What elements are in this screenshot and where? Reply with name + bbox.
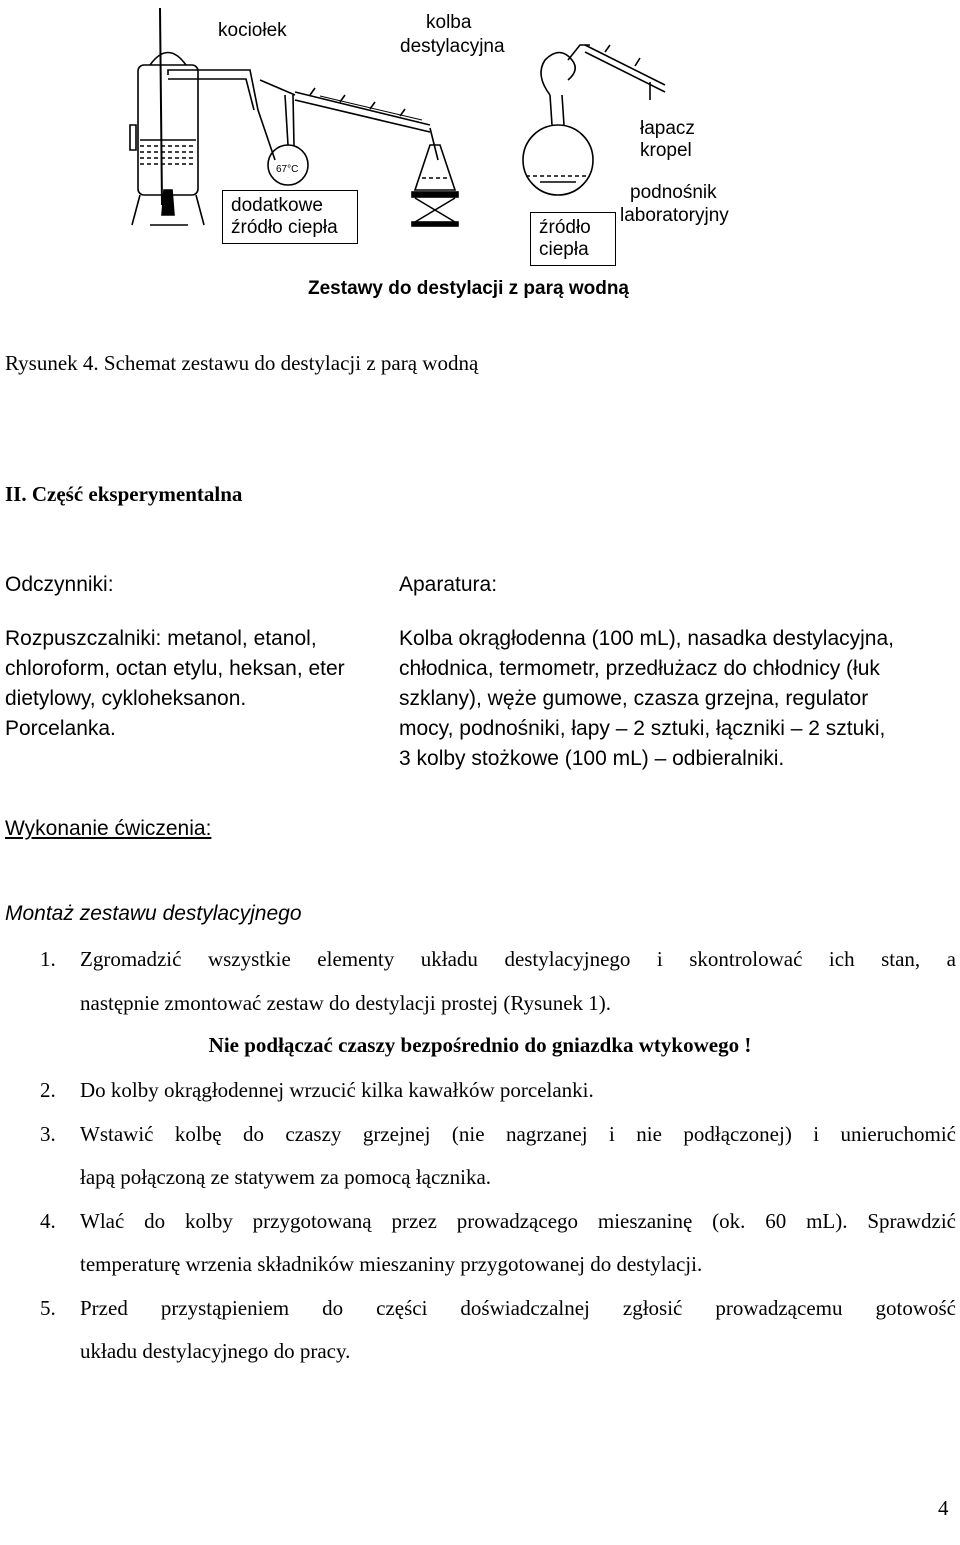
label-box-zrodlo xyxy=(530,212,616,266)
apparatus-line: 3 kolby stożkowe (100 mL) – odbieralniki. xyxy=(399,747,785,770)
label-zrodlo-line2: ciepła xyxy=(539,239,589,260)
label-dodatkowe-line2: źródło ciepła xyxy=(231,217,338,238)
figure-title: Zestawy do destylacji z parą wodną xyxy=(308,278,629,299)
step-number: 3. xyxy=(40,1122,56,1146)
reagents-line: chloroform, octan etylu, heksan, eter xyxy=(5,657,345,680)
label-box-dodatkowe xyxy=(222,190,358,244)
figure-caption: Rysunek 4. Schemat zestawu do destylacji z parą wodną xyxy=(5,351,479,375)
step-number: 1. xyxy=(40,947,56,971)
label-kolba-line2: destylacyjna xyxy=(400,36,505,57)
reagents-line: dietylowy, cykloheksanon. xyxy=(5,687,247,710)
label-lapacz: łapacz kropel xyxy=(640,118,695,161)
apparatus-line: Kolba okrągłodenna (100 mL), nasadka destylacyjna, xyxy=(399,627,894,650)
section-heading: II. Część eksperymentalna xyxy=(5,482,243,506)
apparatus-line: szklany), węże gumowe, czasza grzejna, regulator xyxy=(399,687,869,710)
apparatus-list xyxy=(399,624,944,774)
distillation-figure xyxy=(110,0,729,310)
step-text-line2: łapą połączoną ze statywem za pomocą łącznika. xyxy=(80,1165,492,1189)
label-zrodlo-line1: źródło xyxy=(539,217,591,238)
step-text-line1: Przed przystąpieniem do części doświadczalnej zgłosić prowadzącemu gotowość xyxy=(80,1296,956,1320)
label-podnosnik-line1: podnośnik xyxy=(630,182,717,203)
step-text-line2: układu destylacyjnego do pracy. xyxy=(80,1339,351,1363)
apparatus-heading: Aparatura: xyxy=(399,573,498,596)
step-text-line1: Zgromadzić wszystkie elementy układu destylacyjnego i skontrolować ich stan, a xyxy=(80,947,956,971)
step-number: 4. xyxy=(40,1209,56,1233)
label-podnosnik-line2: laboratoryjny xyxy=(620,205,729,226)
apparatus-line: chłodnica, termometr, przedłużacz do chłodnicy (łuk xyxy=(399,657,880,680)
step-text-line1: Wstawić kolbę do czaszy grzejnej (nie nagrzanej i nie podłączonej) i unieruchomić xyxy=(80,1122,956,1146)
warning-text: Nie podłączać czaszy bezpośrednio do gniazdka wtykowego ! xyxy=(208,1033,752,1057)
procedure-heading: Wykonanie ćwiczenia: xyxy=(5,817,212,840)
procedure-subheading: Montaż zestawu destylacyjnego xyxy=(5,902,302,925)
label-kolba-line1: kolba xyxy=(426,12,472,33)
page-number: 4 xyxy=(938,1496,949,1520)
step-text-line2: temperaturę wrzenia składników mieszaniny przygotowanej do destylacji. xyxy=(80,1252,703,1276)
step-number: 2. xyxy=(40,1078,56,1102)
label-dodatkowe-line1: dodatkowe xyxy=(231,195,323,216)
step-number: 5. xyxy=(40,1296,56,1320)
apparatus-line: mocy, podnośniki, łapy – 2 sztuki, łączniki – 2 sztuki, xyxy=(399,717,886,740)
reagents-heading: Odczynniki: xyxy=(5,573,114,596)
step-text-line1: Do kolby okrągłodennej wrzucić kilka kawałków porcelanki. xyxy=(80,1078,594,1102)
step-text-line2: następnie zmontować zestaw do destylacji prostej (Rysunek 1). xyxy=(80,991,612,1015)
thermometer-reading: 67°C xyxy=(276,164,299,175)
reagents-list xyxy=(5,624,385,744)
label-kociolek: kociołek xyxy=(218,20,287,41)
reagents-line: Rozpuszczalniki: metanol, etanol, xyxy=(5,627,317,650)
reagents-line: Porcelanka. xyxy=(5,717,116,740)
step-text-line1: Wlać do kolby przygotowaną przez prowadzącego mieszaninę (ok. 60 mL). Sprawdzić xyxy=(80,1209,956,1233)
